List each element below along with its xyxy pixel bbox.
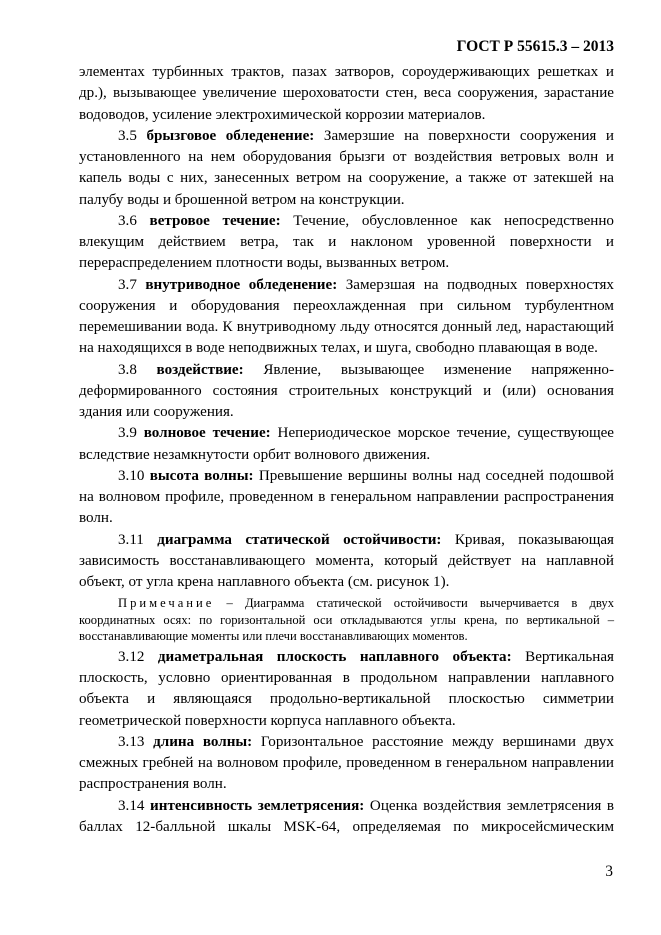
note-text: – Диаграмма статической остойчивости вычерчивается в двух координатных осях: по горизонтальной оси откладываются углы крена, по вертикальной – восстанавливающие моменты или плечи восстанавливающих моментов. — [79, 596, 614, 644]
definition-3-5 — [79, 126, 614, 211]
definition-text: Горизонтальное расстояние между вершинами двух смежных гребней на волновом профиле, проведенном в генеральном направлении распространения волн. — [79, 733, 614, 793]
definition-3-14 — [79, 796, 614, 839]
definition-3-13 — [79, 732, 614, 796]
definition-text: Замерзшие на поверхности сооружения и установленного на нем оборудования брызги от воздействия ветровых волн и капель воды с них, занесенных ветром на сооружение, а также от затекшей на палубу воды и брошенной ветром на конструкции. — [79, 127, 614, 208]
definition-text: Кривая, показывающая зависимость восстанавливающего момента, который действует на наплавной объект, от угла крена наплавного объекта (см. рисунок 1). — [79, 531, 614, 590]
term: диаметральная плоскость наплавного объекта: — [157, 648, 512, 665]
definition-3-10 — [79, 466, 614, 530]
note — [79, 595, 614, 645]
clause-number: 3.9 — [118, 425, 137, 442]
definition-text: Непериодическое морское течение, существующее вследствие незамкнутости орбит волнового движения. — [79, 425, 615, 463]
clause-number: 3.7 — [118, 276, 137, 293]
definition-text: Превышение вершины волны над соседней подошвой на волновом профиле, проведенном в генеральном направлении распространения волн. — [79, 467, 614, 527]
term: ветровое течение: — [149, 212, 281, 229]
note-label: Примечание — [118, 596, 215, 611]
clause-number: 3.6 — [118, 212, 137, 229]
definition-3-8 — [79, 360, 614, 424]
clause-number: 3.5 — [118, 127, 137, 144]
definition-text: Оценка воздействия землетрясения в баллах 12-балльной шкалы MSK-64, определяемая по микросейсмическим — [79, 797, 615, 835]
clause-number: 3.13 — [118, 733, 145, 750]
definition-3-7 — [79, 275, 614, 360]
definition-3-6 — [79, 211, 614, 275]
page-number: 3 — [605, 863, 613, 880]
definition-text: Явление, вызывающее изменение напряженно-деформированного состояния строительных конструкций и (или) основания здания или сооружения. — [79, 361, 614, 420]
paragraph-text: элементах турбинных трактов, пазах затворов, сороудерживающих решетках и др.), вызывающее увеличение шероховатости стен, веса сооружения, зарастание водоводов, усиление электрохимической коррозии материалов. — [79, 64, 614, 123]
term: диаграмма статической остойчивости: — [157, 531, 442, 548]
definition-text: Вертикальная плоскость, условно ориентированная в продольном направлении наплавного объекта и являющаяся продольно-вертикальной плоскостью симметрии геометрической поверхности корпуса наплавного объекта. — [79, 648, 614, 729]
clause-number: 3.11 — [118, 531, 144, 548]
term: волновое течение: — [143, 425, 271, 442]
term: внутриводное обледенение: — [145, 276, 338, 293]
clause-number: 3.14 — [118, 797, 145, 814]
paragraph-continuation — [79, 62, 614, 126]
term: интенсивность землетрясения: — [150, 797, 365, 814]
document-body — [79, 62, 614, 838]
definition-3-11 — [79, 530, 614, 594]
definition-3-12 — [79, 647, 614, 732]
document-header: ГОСТ Р 55615.3 – 2013 — [456, 38, 614, 55]
term: длина волны: — [153, 733, 253, 750]
clause-number: 3.8 — [118, 361, 137, 378]
term: высота волны: — [149, 467, 254, 484]
definition-text: Течение, обусловленное как непосредственно влекущим действием ветра, так и наклоном уровенной поверхности и перераспределением плотности воды, вызванных ветром. — [79, 212, 614, 272]
term: брызговое обледенение: — [146, 127, 315, 144]
term: воздействие: — [156, 361, 244, 378]
clause-number: 3.10 — [118, 467, 145, 484]
definition-3-9 — [79, 423, 614, 466]
definition-text: Замерзшая на подводных поверхностях сооружения и оборудования переохлажденная при сильном турбулентном перемешивании вода. К внутриводному льду относятся донный лед, нарастающий на находящихся в воде неподвижных телах, и шуга, свободно плавающая в воде. — [79, 276, 614, 357]
clause-number: 3.12 — [118, 648, 145, 665]
